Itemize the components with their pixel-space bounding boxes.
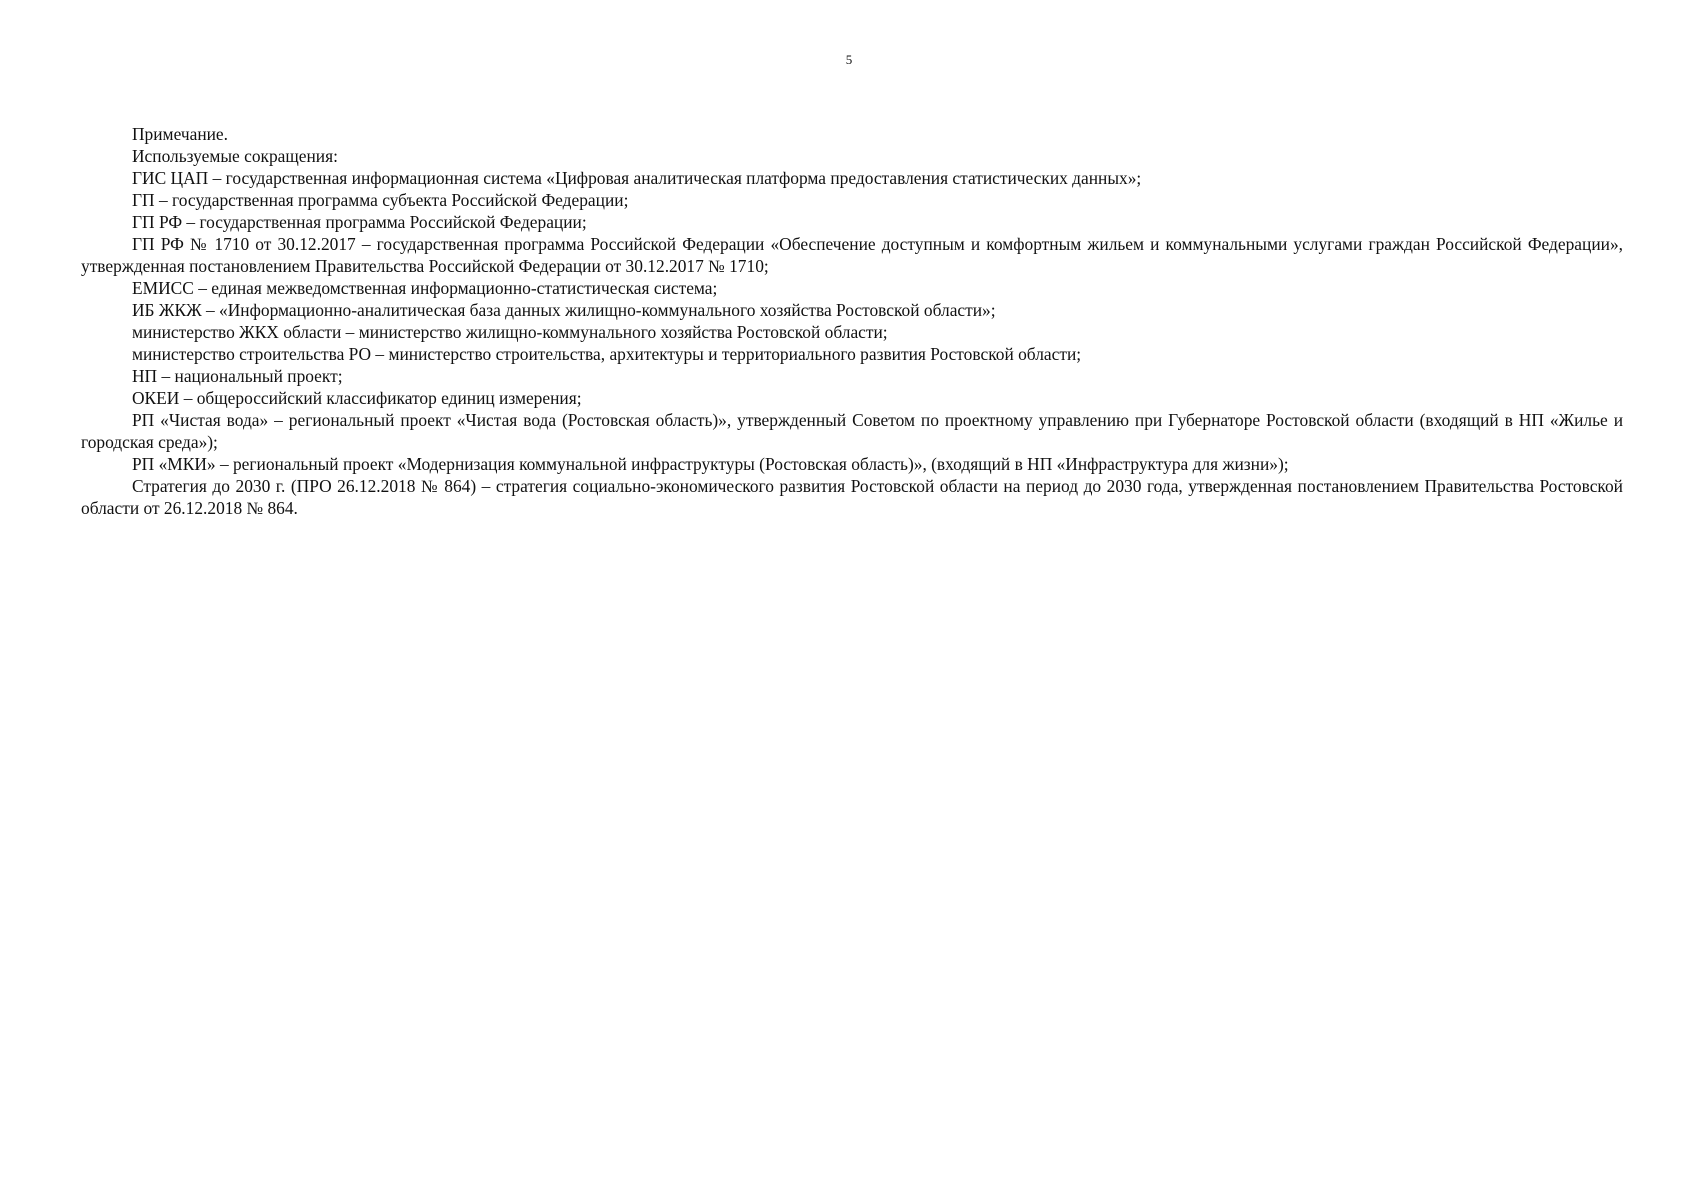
abbreviation-item: ЕМИСС – единая межведомственная информационно-статистическая система; (132, 278, 718, 298)
abbreviation-item: ИБ ЖКЖ – «Информационно-аналитическая база данных жилищно-коммунального хозяйства Ростовской области»; (132, 300, 996, 320)
abbreviation-item: ГП РФ № 1710 от 30.12.2017 – государственная программа Российской Федерации «Обеспечение доступным и комфортным жильем и коммунальными услугами граждан Российской Федерации», утвержденная постановлением Правительства Российской Федерации от 30.12.2017 № 1710; (81, 234, 1623, 276)
abbreviation-item: министерство строительства РО – министерство строительства, архитектуры и территориального развития Ростовской области; (132, 344, 1082, 364)
abbreviation-item: Стратегия до 2030 г. (ПРО 26.12.2018 № 864) – стратегия социально-экономического развития Ростовской области на период до 2030 года, утвержденная постановлением Правительства Ростовской области от 26.12.2018 № 864. (81, 476, 1623, 518)
abbreviation-item: НП – национальный проект; (132, 366, 343, 386)
abbreviation-item: ОКЕИ – общероссийский классификатор единиц измерения; (132, 388, 582, 408)
note-intro: Используемые сокращения: (132, 146, 338, 166)
note-heading: Примечание. (132, 124, 228, 144)
note-block (81, 123, 1623, 519)
page-number: 5 (845, 52, 853, 67)
abbreviation-item: РП «Чистая вода» – региональный проект «Чистая вода (Ростовская область)», утвержденный Советом по проектному управлению при Губернаторе Ростовской области (входящий в НП «Жилье и городская среда»); (81, 410, 1623, 452)
abbreviation-item: ГП РФ – государственная программа Российской Федерации; (132, 212, 587, 232)
abbreviation-item: ГП – государственная программа субъекта Российской Федерации; (132, 190, 629, 210)
abbreviation-item: РП «МКИ» – региональный проект «Модернизация коммунальной инфраструктуры (Ростовская область)», (входящий в НП «Инфраструктура для жизни»); (132, 454, 1289, 474)
abbreviation-item: министерство ЖКХ области – министерство жилищно-коммунального хозяйства Ростовской области; (132, 322, 888, 342)
abbreviation-item: ГИС ЦАП – государственная информационная система «Цифровая аналитическая платформа предоставления статистических данных»; (132, 168, 1142, 188)
